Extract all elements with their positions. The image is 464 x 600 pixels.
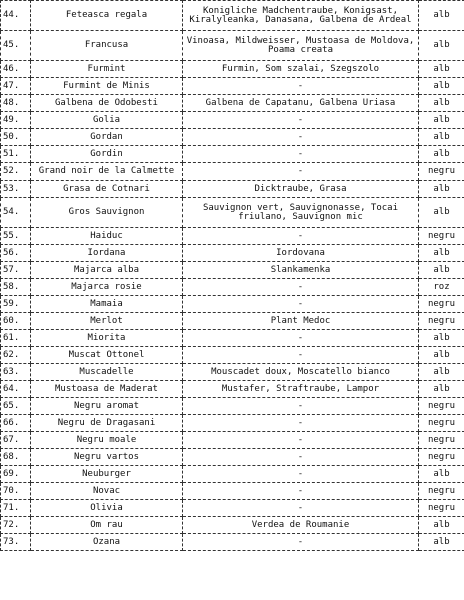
table-row [1,432,464,449]
table-row [1,1,464,31]
color-cell: alb [419,78,464,95]
color-cell: alb [419,262,464,279]
synonyms-cell: - [183,228,419,245]
table-row [1,534,464,551]
variety-name-cell: Majarca rosie [31,279,183,296]
table-row [1,500,464,517]
row-number-cell: 70. [1,483,31,500]
variety-name-cell: Feteasca regala [31,1,183,31]
color-cell: alb [419,112,464,129]
variety-name-cell: Muscadelle [31,364,183,381]
row-number-cell: 51. [1,146,31,163]
synonyms-cell: - [183,347,419,364]
color-cell: alb [419,129,464,146]
table-row [1,163,464,181]
variety-name-cell: Haiduc [31,228,183,245]
table-row [1,415,464,432]
table-row [1,296,464,313]
table-row [1,279,464,296]
color-cell: alb [419,466,464,483]
color-cell: negru [419,296,464,313]
synonyms-cell: - [183,146,419,163]
variety-name-cell: Grasa de Cotnari [31,181,183,198]
variety-name-cell: Muscat Ottonel [31,347,183,364]
variety-name-cell: Miorita [31,330,183,347]
synonyms-cell: - [183,534,419,551]
table-body [1,1,464,551]
color-cell: negru [419,483,464,500]
table-row [1,228,464,245]
variety-name-cell: Gros Sauvignon [31,198,183,228]
synonyms-cell: Sauvignon vert, Sauvignonasse, Tocai friulano, Sauvignon mic [183,198,419,228]
synonyms-cell: - [183,296,419,313]
color-cell: alb [419,198,464,228]
row-number-cell: 57. [1,262,31,279]
synonyms-cell: - [183,279,419,296]
variety-name-cell: Galbena de Odobesti [31,95,183,112]
row-number-cell: 67. [1,432,31,449]
row-number-cell: 66. [1,415,31,432]
color-cell: negru [419,163,464,181]
variety-name-cell: Negru aromat [31,398,183,415]
row-number-cell: 71. [1,500,31,517]
color-cell: alb [419,381,464,398]
variety-name-cell: Novac [31,483,183,500]
row-number-cell: 54. [1,198,31,228]
row-number-cell: 44. [1,1,31,31]
color-cell: alb [419,181,464,198]
synonyms-cell: Mustafer, Straftraube, Lampor [183,381,419,398]
table-row [1,146,464,163]
color-cell: negru [419,449,464,466]
variety-name-cell: Mustoasa de Maderat [31,381,183,398]
color-cell: alb [419,61,464,78]
table-row [1,313,464,330]
synonyms-cell: Verdea de Roumanie [183,517,419,534]
color-cell: roz [419,279,464,296]
variety-name-cell: Negru vartos [31,449,183,466]
variety-name-cell: Furmint de Minis [31,78,183,95]
color-cell: alb [419,330,464,347]
row-number-cell: 61. [1,330,31,347]
table-row [1,129,464,146]
row-number-cell: 63. [1,364,31,381]
variety-name-cell: Mamaia [31,296,183,313]
variety-name-cell: Furmint [31,61,183,78]
table-row [1,517,464,534]
row-number-cell: 68. [1,449,31,466]
table-row [1,61,464,78]
color-cell: alb [419,364,464,381]
synonyms-cell: - [183,449,419,466]
color-cell: negru [419,313,464,330]
variety-name-cell: Francusa [31,31,183,61]
variety-name-cell: Neuburger [31,466,183,483]
row-number-cell: 58. [1,279,31,296]
color-cell: alb [419,245,464,262]
synonyms-cell: - [183,415,419,432]
synonyms-cell: Plant Medoc [183,313,419,330]
synonyms-cell: - [183,432,419,449]
row-number-cell: 56. [1,245,31,262]
color-cell: alb [419,517,464,534]
synonyms-cell: Galbena de Capatanu, Galbena Uriasa [183,95,419,112]
synonyms-cell: Iordovana [183,245,419,262]
color-cell: negru [419,415,464,432]
row-number-cell: 48. [1,95,31,112]
table-row [1,398,464,415]
table-row [1,262,464,279]
synonyms-cell: - [183,483,419,500]
synonyms-cell: Vinoasa, Mildweisser, Mustoasa de Moldova, Poama creata [183,31,419,61]
row-number-cell: 65. [1,398,31,415]
synonyms-cell: Mouscadet doux, Moscatello bianco [183,364,419,381]
row-number-cell: 49. [1,112,31,129]
synonyms-cell: - [183,163,419,181]
table-row [1,198,464,228]
color-cell: alb [419,31,464,61]
table-row [1,466,464,483]
variety-name-cell: Olivia [31,500,183,517]
table-row [1,112,464,129]
table-row [1,381,464,398]
color-cell: alb [419,347,464,364]
synonyms-cell: Furmin, Som szalai, Szegszolo [183,61,419,78]
color-cell: negru [419,432,464,449]
variety-name-cell: Iordana [31,245,183,262]
variety-name-cell: Majarca alba [31,262,183,279]
color-cell: alb [419,95,464,112]
synonyms-cell: Dicktraube, Grasa [183,181,419,198]
variety-name-cell: Grand noir de la Calmette [31,163,183,181]
table-row [1,330,464,347]
table-row [1,483,464,500]
variety-name-cell: Gordan [31,129,183,146]
row-number-cell: 52. [1,163,31,181]
table-row [1,95,464,112]
variety-name-cell: Negru moale [31,432,183,449]
synonyms-cell: - [183,78,419,95]
row-number-cell: 60. [1,313,31,330]
variety-name-cell: Om rau [31,517,183,534]
row-number-cell: 59. [1,296,31,313]
color-cell: negru [419,228,464,245]
row-number-cell: 45. [1,31,31,61]
table-row [1,449,464,466]
row-number-cell: 64. [1,381,31,398]
synonyms-cell: - [183,500,419,517]
synonyms-cell: Slankamenka [183,262,419,279]
table-row [1,78,464,95]
row-number-cell: 53. [1,181,31,198]
variety-name-cell: Negru de Dragasani [31,415,183,432]
row-number-cell: 73. [1,534,31,551]
color-cell: negru [419,500,464,517]
variety-name-cell: Golia [31,112,183,129]
synonyms-cell: Konigliche Madchentraube, Konigsast, Kiralyleanka, Danasana, Galbena de Ardeal [183,1,419,31]
row-number-cell: 50. [1,129,31,146]
table-row [1,245,464,262]
table-row [1,31,464,61]
variety-name-cell: Ozana [31,534,183,551]
synonyms-cell: - [183,129,419,146]
row-number-cell: 47. [1,78,31,95]
row-number-cell: 46. [1,61,31,78]
color-cell: alb [419,1,464,31]
synonyms-cell: - [183,466,419,483]
variety-name-cell: Merlot [31,313,183,330]
table-row [1,347,464,364]
table-row [1,364,464,381]
synonyms-cell: - [183,330,419,347]
color-cell: alb [419,534,464,551]
row-number-cell: 62. [1,347,31,364]
row-number-cell: 69. [1,466,31,483]
row-number-cell: 72. [1,517,31,534]
color-cell: alb [419,146,464,163]
synonyms-cell: - [183,398,419,415]
row-number-cell: 55. [1,228,31,245]
variety-name-cell: Gordin [31,146,183,163]
table-row [1,181,464,198]
color-cell: negru [419,398,464,415]
synonyms-cell: - [183,112,419,129]
